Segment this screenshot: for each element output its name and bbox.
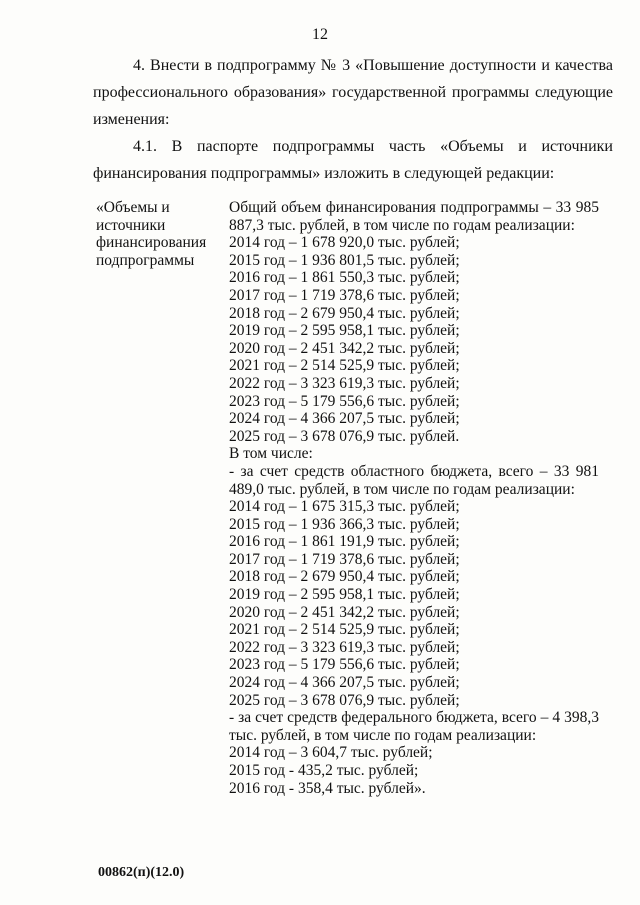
- including-heading: В том числе:: [229, 445, 313, 463]
- federal-years-list: [229, 744, 599, 797]
- total-years-list: [229, 234, 599, 445]
- year-funding-line: 2015 год – 1 936 366,3 тыс. рублей;: [229, 515, 460, 533]
- year-funding-line: 2022 год – 3 323 619,3 тыс. рублей;: [229, 638, 460, 656]
- year-funding-line: 2020 год – 2 451 342,2 тыс. рублей;: [229, 339, 460, 357]
- year-funding-line: 2014 год – 1 678 920,0 тыс. рублей;: [229, 234, 460, 252]
- year-funding-line: 2014 год – 1 675 315,3 тыс. рублей;: [229, 498, 460, 516]
- year-funding-line: 2019 год – 2 595 958,1 тыс. рублей;: [229, 322, 460, 340]
- year-funding-line: 2014 год – 3 604,7 тыс. рублей;: [229, 744, 433, 762]
- year-funding-line: 2023 год – 5 179 556,6 тыс. рублей;: [229, 656, 460, 674]
- year-funding-line: 2024 год – 4 366 207,5 тыс. рублей;: [229, 410, 460, 428]
- year-funding-line: 2024 год – 4 366 207,5 тыс. рублей;: [229, 674, 460, 692]
- year-funding-line: 2015 год – 1 936 801,5 тыс. рублей;: [229, 251, 460, 269]
- year-funding-line: 2023 год – 5 179 556,6 тыс. рублей;: [229, 392, 460, 410]
- year-funding-line: 2017 год – 1 719 378,6 тыс. рублей;: [229, 286, 460, 304]
- funding-label-cell: «Объемы и источники финансирования подпрограммы: [96, 199, 207, 269]
- year-funding-line: 2016 год - 358,4 тыс. рублей».: [229, 779, 426, 797]
- paragraph-text: 4.1. В паспорте подпрограммы часть «Объемы и источники финансирования подпрограммы» изложить в следующей редакции:: [93, 138, 613, 182]
- total-funding-text: Общий объем финансирования подпрограммы – 33 985 887,3 тыс. рублей, в том числе по годам реализации:: [229, 199, 599, 234]
- page-number: 12: [312, 26, 328, 43]
- year-funding-line: 2025 год – 3 678 076,9 тыс. рублей.: [229, 427, 460, 445]
- year-funding-line: 2016 год – 1 861 191,9 тыс. рублей;: [229, 533, 460, 551]
- year-funding-line: 2017 год – 1 719 378,6 тыс. рублей;: [229, 550, 460, 568]
- year-funding-line: 2018 год – 2 679 950,4 тыс. рублей;: [229, 304, 460, 322]
- funding-details-cell: [229, 199, 599, 797]
- year-funding-line: 2020 год – 2 451 342,2 тыс. рублей;: [229, 603, 460, 621]
- federal-funding-text: - за счет средств федерального бюджета, всего – 4 398,3 тыс. рублей, в том числе по годам реализации:: [229, 709, 599, 744]
- year-funding-line: 2016 год – 1 861 550,3 тыс. рублей;: [229, 269, 460, 287]
- year-funding-line: 2021 год – 2 514 525,9 тыс. рублей;: [229, 621, 460, 639]
- paragraph-item-4: [93, 52, 613, 133]
- year-funding-line: 2018 год – 2 679 950,4 тыс. рублей;: [229, 568, 460, 586]
- paragraph-text: 4. Внести в подпрограмму № 3 «Повышение доступности и качества профессионального образования» государственной программы следующие изменения:: [93, 57, 613, 128]
- year-funding-line: 2015 год - 435,2 тыс. рублей;: [229, 762, 419, 779]
- year-funding-line: 2021 год – 2 514 525,9 тыс. рублей;: [229, 357, 460, 375]
- year-funding-line: 2019 год – 2 595 958,1 тыс. рублей;: [229, 586, 460, 604]
- year-funding-line: 2022 год – 3 323 619,3 тыс. рублей;: [229, 374, 460, 392]
- year-funding-line: 2025 год – 3 678 076,9 тыс. рублей;: [229, 691, 460, 709]
- paragraph-item-4-1: [93, 133, 613, 187]
- regional-years-list: [229, 498, 599, 709]
- regional-funding-text: - за счет средств областного бюджета, всего – 33 981 489,0 тыс. рублей, в том числе по годам реализации:: [229, 462, 599, 498]
- document-code: 00862(п)(12.0): [98, 865, 185, 880]
